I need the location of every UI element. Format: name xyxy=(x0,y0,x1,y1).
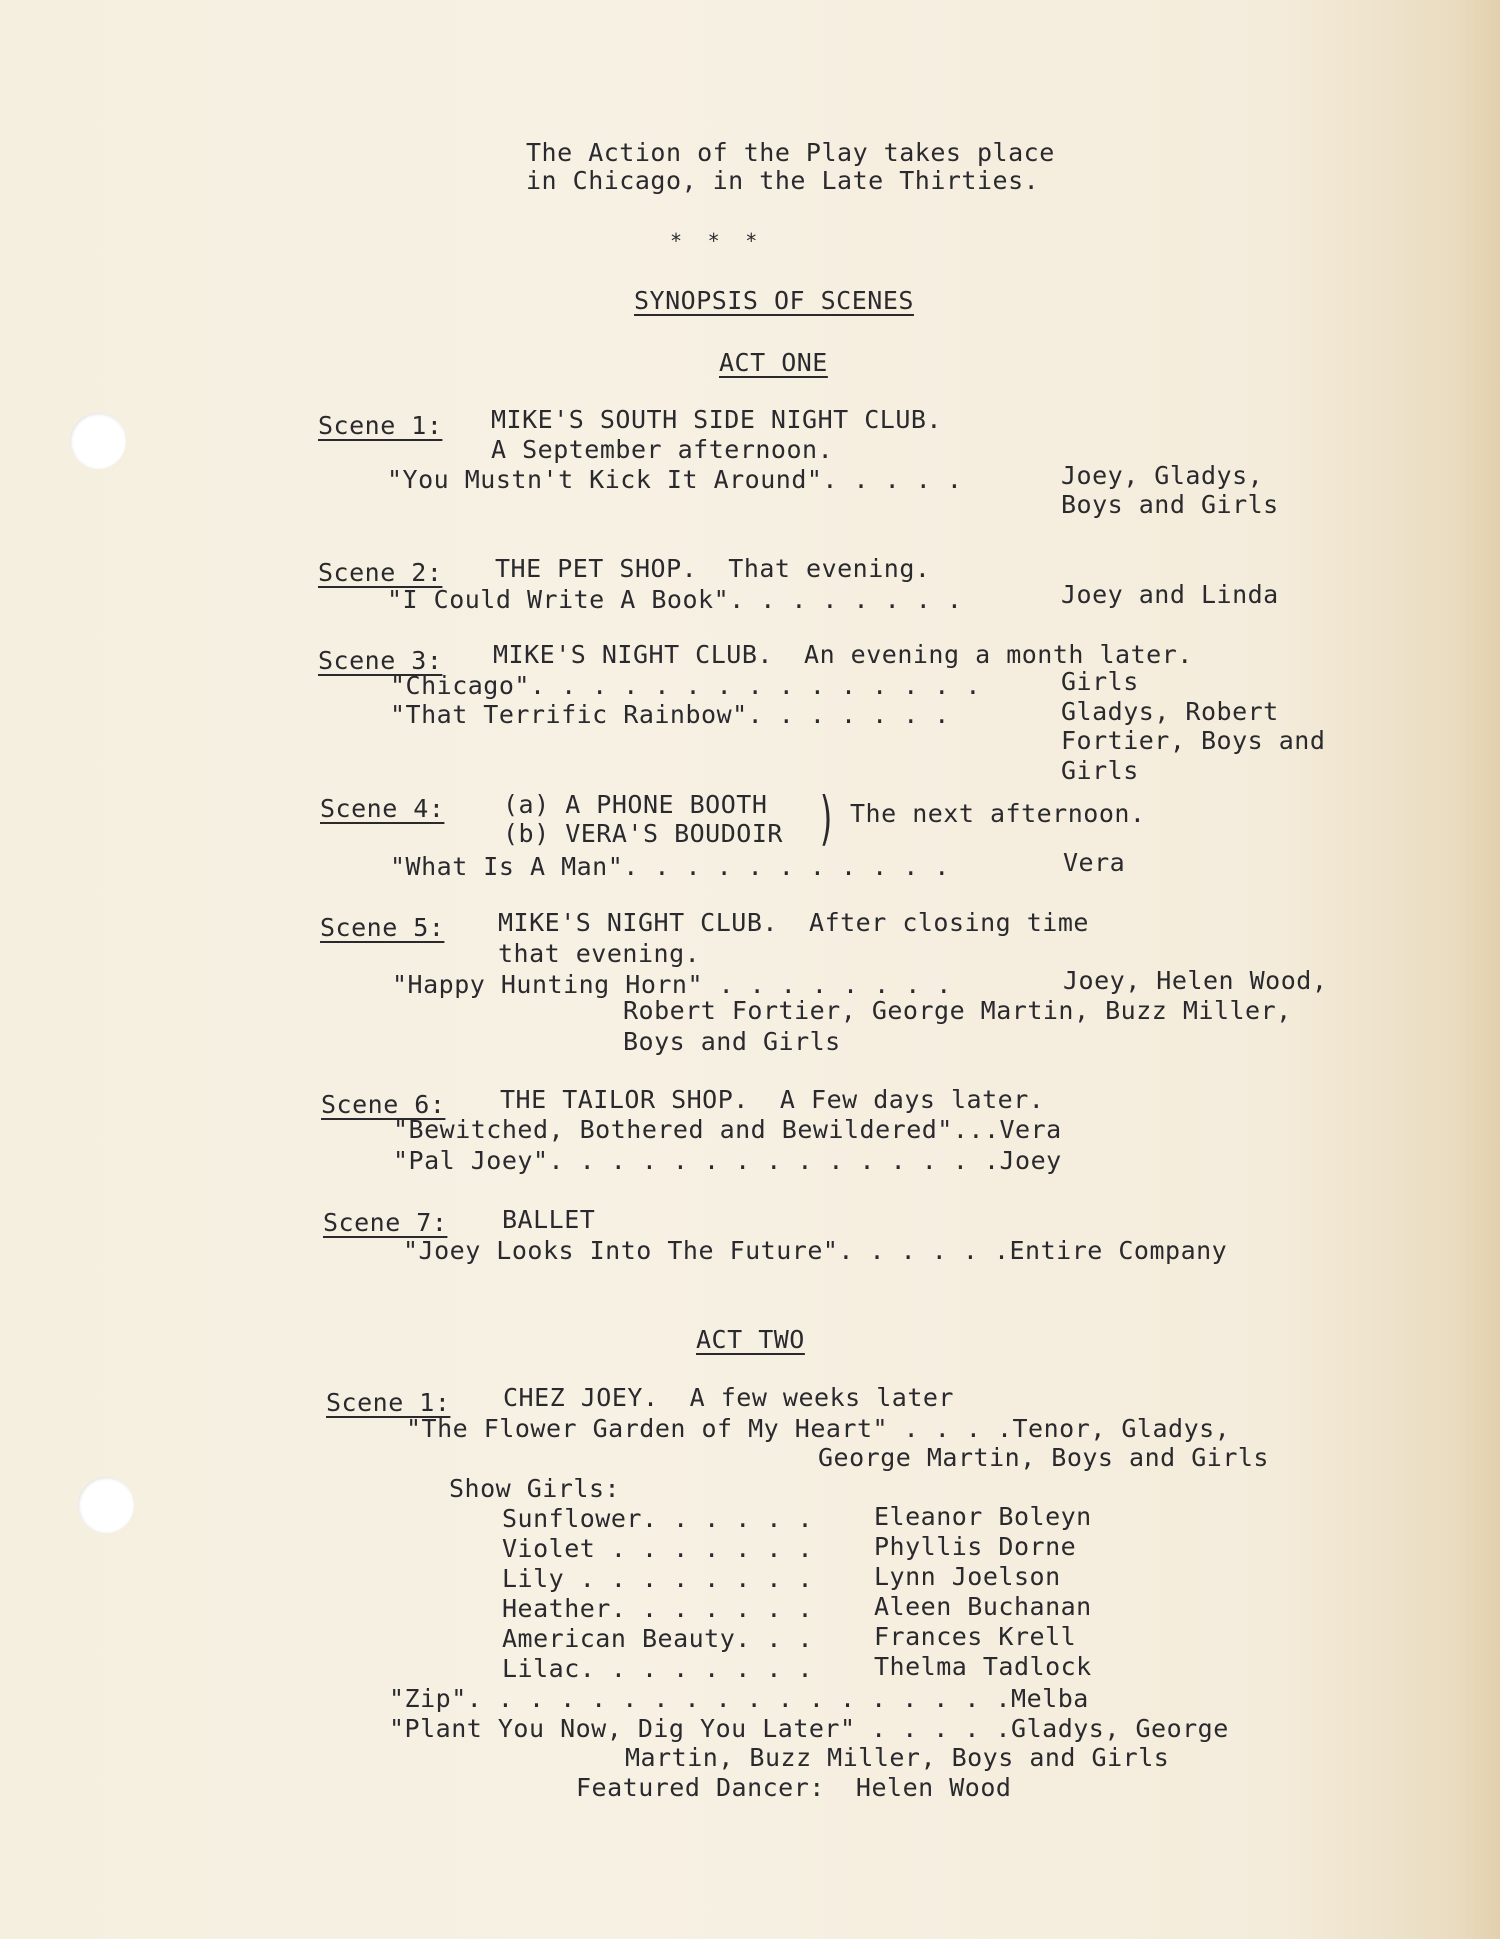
show-girl-role: Sunflower. . . . . . xyxy=(502,1504,814,1533)
act-one-title: ACT ONE xyxy=(719,348,828,377)
separator-stars: * * * xyxy=(670,229,758,253)
brace-right: ) xyxy=(817,784,837,852)
song-cast: Gladys, Robert xyxy=(1061,697,1279,726)
scene-place: THE TAILOR SHOP. A Few days later. xyxy=(500,1085,1045,1114)
song-title: "Happy Hunting Horn" . . . . . . . . xyxy=(392,970,952,999)
scene-label: Scene 1: xyxy=(318,411,443,440)
song-title: "Chicago". . . . . . . . . . . . . . . xyxy=(390,671,981,700)
show-girl-role: Violet . . . . . . . xyxy=(502,1534,814,1563)
show-girl-role: Lily . . . . . . . . xyxy=(502,1564,814,1593)
scene-label: Scene 3: xyxy=(318,646,443,675)
song-cast: Martin, Buzz Miller, Boys and Girls xyxy=(625,1743,1170,1772)
scene-label: Scene 5: xyxy=(320,913,445,942)
show-girl-actor: Frances Krell xyxy=(874,1622,1077,1651)
show-girl-actor: Lynn Joelson xyxy=(874,1562,1061,1591)
scene-label: Scene 6: xyxy=(321,1090,446,1119)
scene-time: that evening. xyxy=(498,939,701,968)
show-girl-actor: Phyllis Dorne xyxy=(874,1532,1077,1561)
song-line: "Zip". . . . . . . . . . . . . . . . . .Melba xyxy=(389,1684,1089,1713)
song-line: "Bewitched, Bothered and Bewildered"...Vera xyxy=(393,1115,1062,1144)
song-line: "The Flower Garden of My Heart" . . . .Tenor, Gladys, xyxy=(406,1414,1231,1443)
intro-line-2: in Chicago, in the Late Thirties. xyxy=(526,166,1040,195)
song-cast: Robert Fortier, George Martin, Buzz Miller, xyxy=(623,996,1292,1025)
scene-time: The next afternoon. xyxy=(850,799,1146,828)
show-girls-label: Show Girls: xyxy=(449,1474,621,1503)
scene-place: THE PET SHOP. That evening. xyxy=(495,554,931,583)
song-cast: Joey, Gladys, xyxy=(1061,461,1264,490)
song-cast: Vera xyxy=(1063,848,1126,877)
song-cast: Joey and Linda xyxy=(1061,580,1279,609)
song-line: "Joey Looks Into The Future". . . . . .Entire Company xyxy=(403,1236,1228,1265)
song-title: "I Could Write A Book". . . . . . . . xyxy=(387,585,963,614)
song-cast: Joey, Helen Wood, xyxy=(1063,966,1328,995)
punch-hole-top xyxy=(70,413,126,469)
scene-place: MIKE'S SOUTH SIDE NIGHT CLUB. xyxy=(491,405,942,434)
act-two-title: ACT TWO xyxy=(696,1325,805,1354)
scene-label: Scene 1: xyxy=(326,1388,451,1417)
featured-dancer: Featured Dancer: Helen Wood xyxy=(576,1773,1012,1802)
song-cast: Girls xyxy=(1061,667,1139,696)
show-girl-actor: Eleanor Boleyn xyxy=(874,1502,1092,1531)
scene-place: MIKE'S NIGHT CLUB. After closing time xyxy=(498,908,1089,937)
show-girl-role: American Beauty. . . xyxy=(502,1624,814,1653)
scene-label: Scene 2: xyxy=(318,558,443,587)
show-girl-actor: Aleen Buchanan xyxy=(874,1592,1092,1621)
song-cast: Fortier, Boys and xyxy=(1061,726,1326,755)
song-cast: Boys and Girls xyxy=(1061,490,1279,519)
intro-line-1: The Action of the Play takes place xyxy=(526,138,1055,167)
location-a: (a) A PHONE BOOTH xyxy=(503,790,768,819)
song-line: "Plant You Now, Dig You Later" . . . . .Gladys, George xyxy=(389,1714,1229,1743)
song-cast: George Martin, Boys and Girls xyxy=(818,1443,1269,1472)
scene-place: MIKE'S NIGHT CLUB. An evening a month later. xyxy=(493,640,1193,669)
song-title: "What Is A Man". . . . . . . . . . . xyxy=(390,852,950,881)
synopsis-title: SYNOPSIS OF SCENES xyxy=(634,286,914,315)
scene-label: Scene 4: xyxy=(320,794,445,823)
show-girl-role: Heather. . . . . . . xyxy=(502,1594,814,1623)
scene-time: A September afternoon. xyxy=(491,435,834,464)
scene-place: BALLET xyxy=(502,1205,596,1234)
song-cast: Girls xyxy=(1061,756,1139,785)
song-title: "You Mustn't Kick It Around". . . . . xyxy=(387,465,963,494)
scene-place: CHEZ JOEY. A few weeks later xyxy=(503,1383,954,1412)
show-girl-role: Lilac. . . . . . . . xyxy=(502,1654,814,1683)
song-title: "That Terrific Rainbow". . . . . . . xyxy=(390,700,950,729)
show-girl-actor: Thelma Tadlock xyxy=(874,1652,1092,1681)
song-line: "Pal Joey". . . . . . . . . . . . . . .Joey xyxy=(393,1146,1062,1175)
location-b: (b) VERA'S BOUDOIR xyxy=(503,819,783,848)
punch-hole-bottom xyxy=(78,1477,134,1533)
scene-label: Scene 7: xyxy=(323,1208,448,1237)
song-cast: Boys and Girls xyxy=(623,1027,841,1056)
